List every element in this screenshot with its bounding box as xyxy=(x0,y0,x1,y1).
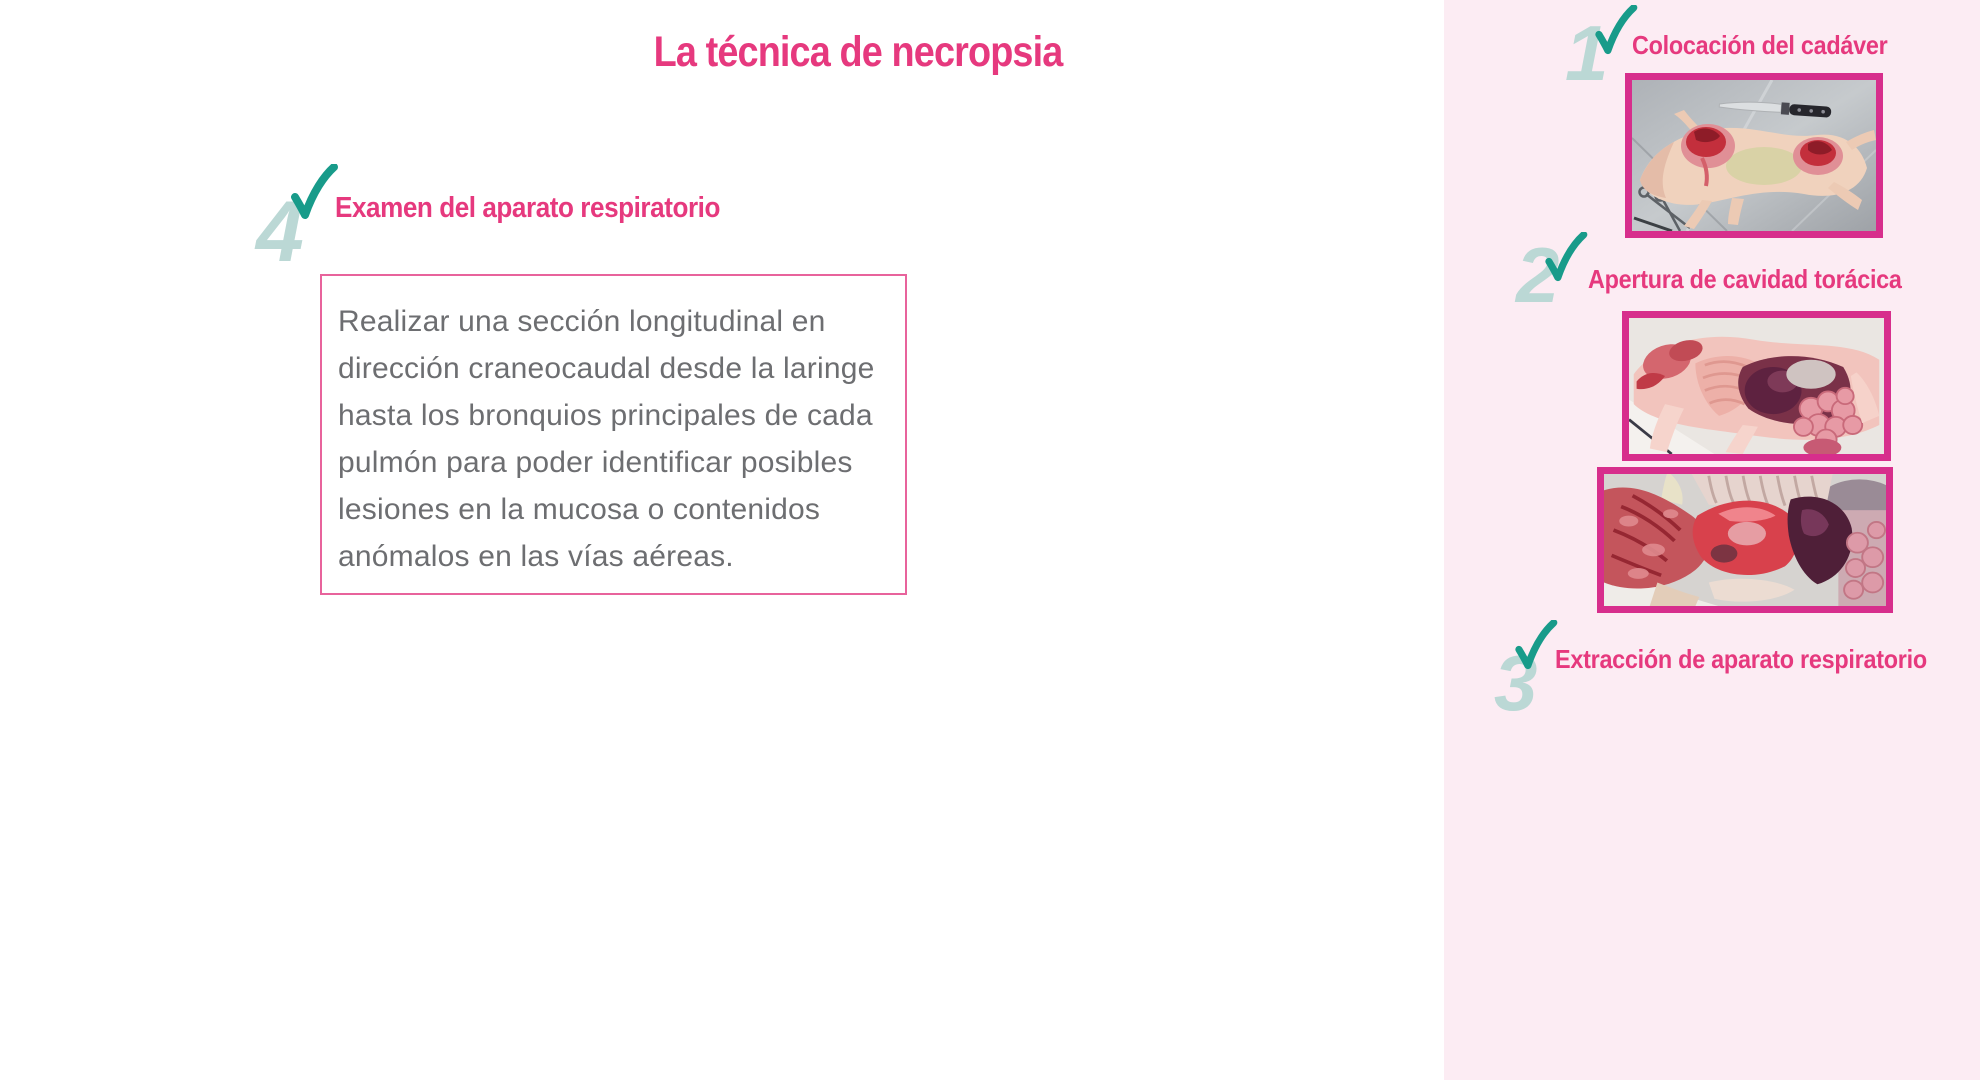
step-number-4: 4 xyxy=(256,184,304,280)
step-number-3: 3 xyxy=(1494,639,1538,727)
photo-exposed-organs xyxy=(1597,467,1893,613)
text-line: hasta los bronquios principales de cada xyxy=(338,399,873,432)
text-line: dirección craneocaudal desde la laringe xyxy=(338,352,875,385)
pig-cadaver-photo-illustration xyxy=(1632,80,1876,231)
step-number-1: 1 xyxy=(1565,9,1609,97)
text-line: Realizar una sección longitudinal en xyxy=(338,305,826,338)
check-icon xyxy=(1542,232,1588,282)
check-icon xyxy=(288,164,338,220)
page-title: La técnica de necropsia xyxy=(653,28,1063,76)
text-line: anómalos en las vías aéreas. xyxy=(338,540,734,573)
sidebar-step-2-label: Apertura de cavidad torácica xyxy=(1588,264,1902,294)
photo-cadaver-placement xyxy=(1625,73,1883,238)
sidebar-step-3-label: Extracción de aparato respiratorio xyxy=(1555,644,1927,674)
text-line: pulmón para poder identificar posibles xyxy=(338,446,853,479)
photo-thoracic-opening xyxy=(1622,311,1891,461)
check-icon xyxy=(1512,620,1558,670)
text-line: lesiones en la mucosa o contenidos xyxy=(338,493,821,526)
exposed-organs-photo-illustration xyxy=(1604,474,1886,606)
opened-cavity-photo-illustration xyxy=(1629,318,1884,454)
sidebar-step-1-label: Colocación del cadáver xyxy=(1632,30,1888,60)
main-step-heading: Examen del aparato respiratorio xyxy=(335,192,720,224)
description-text-box xyxy=(320,274,907,595)
steps-sidebar xyxy=(1444,0,1980,1080)
step-number-2: 2 xyxy=(1516,231,1560,319)
